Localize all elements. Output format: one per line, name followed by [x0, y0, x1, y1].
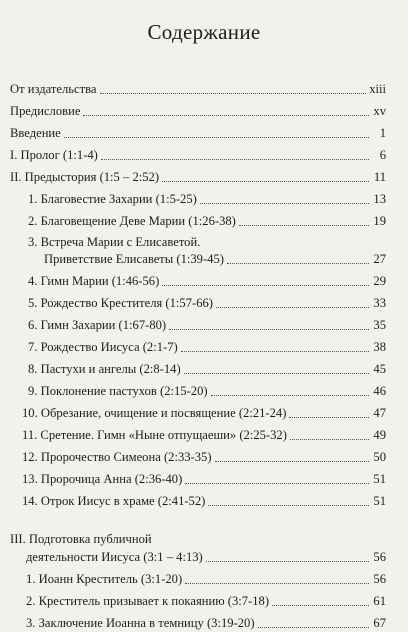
toc-page-number: 47 [373, 406, 386, 420]
toc-page-number: 6 [379, 148, 386, 162]
toc-page-number: 45 [373, 362, 386, 376]
toc-entry[interactable] [22, 404, 386, 422]
dot-leader [64, 136, 369, 138]
toc-entry[interactable] [26, 614, 386, 632]
toc-entry[interactable] [26, 592, 386, 610]
toc-entry[interactable] [28, 316, 386, 334]
toc-entry[interactable] [26, 570, 386, 588]
toc-entry[interactable] [28, 294, 386, 312]
toc-entry[interactable] [22, 426, 386, 444]
toc-label: 2. Благовещение Деве Марии (1:26-38) [28, 214, 236, 228]
toc-page-number: 11 [373, 170, 386, 184]
dot-leader [200, 202, 369, 204]
toc-label: 11. Сретение. Гимн «Ныне отпущаеши» (2:25-32) [22, 428, 287, 442]
toc-label: 1. Благовестие Захарии (1:5-25) [28, 192, 197, 206]
toc-label: 14. Отрок Иисус в храме (2:41-52) [22, 494, 206, 508]
toc-page-number: 51 [373, 494, 386, 508]
toc-entry-publisher[interactable] [10, 80, 386, 98]
toc-entry-prologue[interactable] [10, 146, 386, 164]
toc-entry[interactable] [22, 448, 386, 466]
toc-page-number: 1 [379, 126, 386, 140]
dot-leader [227, 262, 369, 264]
dot-leader [83, 114, 369, 116]
toc-label: 7. Рождество Иисуса (2:1-7) [28, 340, 178, 354]
toc-label: 3. Встреча Марии с Елисаветой. [28, 235, 201, 249]
toc-entry-introduction[interactable] [10, 124, 386, 142]
dot-leader [289, 416, 369, 418]
dot-leader [181, 350, 369, 352]
toc-page-number: 19 [373, 214, 386, 228]
toc-label: 12. Пророчество Симеона (2:33-35) [22, 450, 212, 464]
toc-label: 5. Рождество Крестителя (1:57-66) [28, 296, 213, 310]
toc-page-number: 29 [373, 274, 386, 288]
toc-page-number: 13 [373, 192, 386, 206]
toc-entry[interactable] [22, 470, 386, 488]
toc-page-number: 50 [373, 450, 386, 464]
toc-page-number: 56 [373, 550, 386, 564]
dot-leader [206, 560, 369, 562]
toc-page-number: 67 [373, 616, 386, 630]
dot-leader [211, 394, 369, 396]
toc-label: II. Предыстория (1:5 – 2:52) [10, 170, 160, 184]
toc-page-number: xiii [369, 82, 386, 96]
toc-label: 9. Поклонение пастухов (2:15-20) [28, 384, 208, 398]
toc-label-continued: Приветствие Елисаветы (1:39-45) [44, 252, 224, 266]
toc-entry[interactable] [44, 250, 386, 268]
toc-label: 2. Креститель призывает к покаянию (3:7-18) [26, 594, 270, 608]
toc-label: 10. Обрезание, очищение и посвящение (2:21-24) [22, 406, 287, 420]
toc-label: 6. Гимн Захарии (1:67-80) [28, 318, 167, 332]
toc-page-number: 61 [373, 594, 386, 608]
toc-entry[interactable] [28, 360, 386, 378]
dot-leader [184, 372, 369, 374]
dot-leader [290, 438, 369, 440]
toc-entry[interactable] [28, 190, 386, 208]
dot-leader [185, 582, 369, 584]
toc-page-number: 38 [373, 340, 386, 354]
dot-leader [101, 158, 369, 160]
toc-entry[interactable] [28, 382, 386, 400]
toc-label: III. Подготовка публичной [10, 532, 152, 546]
toc-entry[interactable] [28, 272, 386, 290]
dot-leader [169, 328, 369, 330]
toc-page-number: 56 [373, 572, 386, 586]
dot-leader [208, 504, 369, 506]
toc-entry-preface[interactable] [10, 102, 386, 120]
dot-leader [215, 460, 369, 462]
dot-leader [258, 626, 369, 628]
toc-entry[interactable] [28, 212, 386, 230]
toc-page-number: 35 [373, 318, 386, 332]
toc-entry[interactable] [22, 492, 386, 510]
toc-label: Введение [10, 126, 61, 140]
toc-entry-preparation[interactable] [26, 548, 386, 566]
page-title: Содержание [147, 20, 261, 44]
toc-page-number: 33 [373, 296, 386, 310]
toc-label: 8. Пастухи и ангелы (2:8-14) [28, 362, 181, 376]
toc-label: 3. Заключение Иоанна в темницу (3:19-20) [26, 616, 255, 630]
toc-label: I. Пролог (1:1-4) [10, 148, 98, 162]
toc-page-number: 51 [373, 472, 386, 486]
dot-leader [162, 284, 369, 286]
toc-page-number: 46 [373, 384, 386, 398]
toc-entry-prehistory[interactable] [10, 168, 386, 186]
dot-leader [100, 92, 367, 94]
toc-page-number: xv [373, 104, 386, 118]
toc-label: От издательства [10, 82, 97, 96]
toc-page-number: 27 [373, 252, 386, 266]
dot-leader [162, 180, 369, 182]
dot-leader [239, 224, 369, 226]
toc-label: 13. Пророчица Анна (2:36-40) [22, 472, 183, 486]
toc-label: 1. Иоанн Креститель (3:1-20) [26, 572, 183, 586]
toc-label: 4. Гимн Марии (1:46-56) [28, 274, 160, 288]
toc-entry-line1[interactable] [28, 233, 386, 251]
toc-label-continued: деятельности Иисуса (3:1 – 4:13) [26, 550, 203, 564]
dot-leader [185, 482, 369, 484]
toc-page-number: 49 [373, 428, 386, 442]
toc-entry-line1[interactable] [10, 530, 386, 548]
dot-leader [272, 604, 369, 606]
toc-label: Предисловие [10, 104, 81, 118]
toc-entry[interactable] [28, 338, 386, 356]
dot-leader [216, 306, 369, 308]
